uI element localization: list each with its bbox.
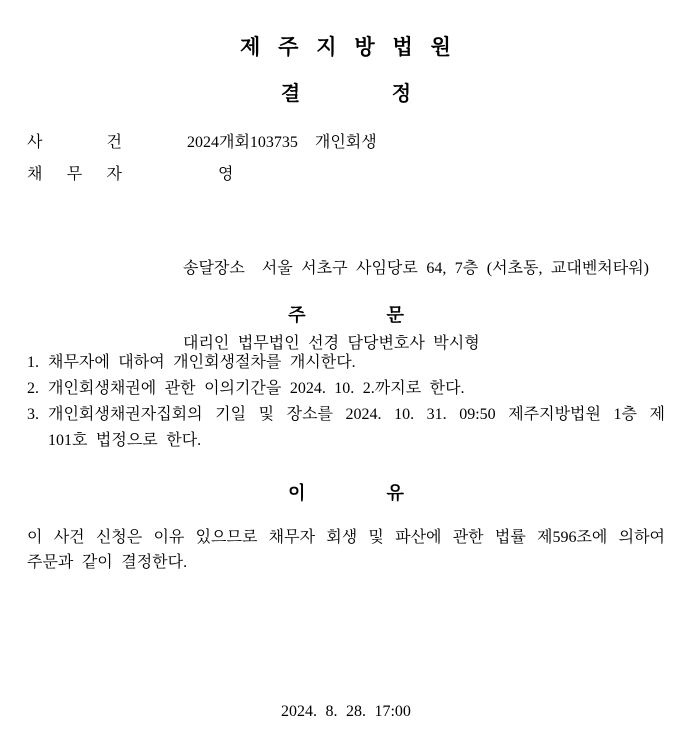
order-item-text: 개인회생채권에 관한 이의기간을 2024. 10. 2.까지로 한다.	[48, 380, 465, 397]
order-item-text: 채무자에 대하여 개인회생절차를 개시한다.	[48, 354, 356, 371]
reason-paragraph	[27, 525, 665, 575]
order-item-text-continued: 101호 법정으로 한다.	[48, 432, 202, 449]
attorney-line: 대리인 법무법인 선경 담당변호사 박시형	[183, 335, 480, 352]
debtor-row	[27, 164, 665, 185]
reason-section-heading: 이 유	[288, 483, 404, 503]
reason-line: 이 사건 신청은 이유 있으므로 채무자 회생 및 파산에 관한 법률 제596조에 의하여	[27, 529, 665, 546]
court-name-title: 제 주 지 방 법 원	[240, 36, 452, 59]
case-number-value: 2024개회103735 개인회생	[187, 134, 377, 151]
order-item-number: 1.	[27, 354, 39, 371]
case-info-section	[27, 132, 665, 196]
order-item-3	[27, 402, 665, 454]
reason-line: 주문과 같이 결정한다.	[27, 554, 188, 571]
service-address-line: 송달장소 서울 서초구 사임당로 64, 7층 (서초동, 교대벤처타워)	[183, 260, 649, 277]
debtor-label: 채 무 자	[27, 166, 122, 183]
order-section-heading: 주 문	[288, 305, 404, 325]
decision-datetime: 2024. 8. 28. 17:00	[281, 703, 411, 720]
case-number-label: 사 건	[27, 134, 122, 151]
order-item-2	[27, 376, 665, 402]
document-type-title: 결 정	[280, 83, 412, 105]
order-list	[27, 350, 665, 454]
case-number-row	[27, 132, 665, 153]
order-item-1	[27, 350, 665, 376]
order-item-text: 개인회생채권자집회의 기일 및 장소를 2024. 10. 31. 09:50 제주지방법원 1층 제	[48, 406, 665, 423]
order-item-number: 2.	[27, 380, 39, 397]
order-item-number: 3.	[27, 406, 39, 423]
debtor-name-value: 영	[218, 166, 234, 183]
